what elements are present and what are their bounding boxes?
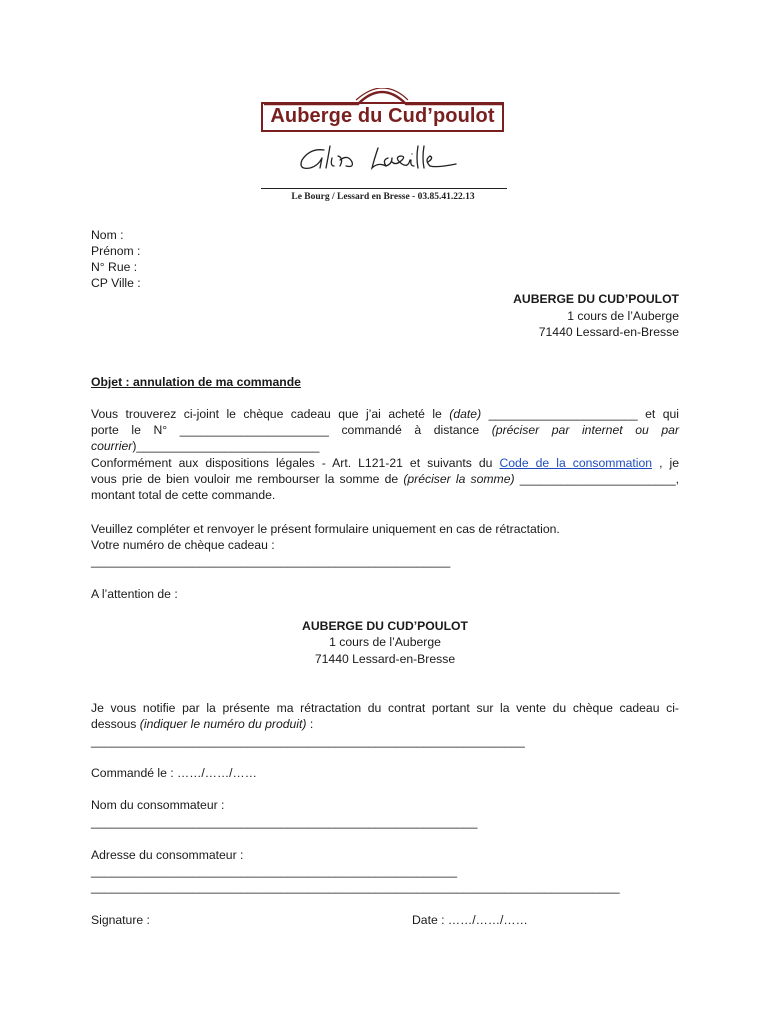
logo [258, 88, 510, 208]
p4-text-l2a: dessous [91, 717, 137, 732]
sender-ville: CP Ville : [91, 276, 141, 290]
p1-text-a: Vous trouverez ci-joint le chèque cadeau que j’ai acheté le [91, 407, 442, 421]
p2-text-l2a: vous prie de bien vouloir me rembourser la somme de [91, 472, 399, 487]
p1-hint-l2b: (préciser par internet ou par [491, 423, 679, 438]
p1-text-l3b: )___________________________ [132, 439, 320, 454]
paragraph-retractation [91, 700, 679, 732]
paragraph-cheque [91, 406, 679, 455]
adresse-line-2: ______________________________________________________________________________ [91, 880, 620, 894]
sender-nom: Nom : [91, 228, 124, 242]
handwritten-signature [296, 140, 466, 180]
paragraph-remboursement [91, 455, 679, 504]
p1-text-l2a: porte le N° ______________________ commandé à distance [91, 423, 480, 438]
p4-text-l2c: : [306, 717, 314, 732]
p1-date-hint: (date) [449, 407, 482, 421]
p3-instruction: Veuillez compléter et renvoyer le présent formulaire uniquement en cas de rétractation. [91, 522, 560, 536]
recipient-city: 71440 Lessard-en-Bresse [538, 325, 679, 339]
signature-label: Signature : [91, 913, 150, 927]
adresse-line-1: ______________________________________________________ [91, 864, 458, 878]
p2-text-b: , je [659, 456, 679, 470]
p1-text-c: ______________________ et qui [488, 407, 680, 421]
p2-hint-somme: (préciser la somme) [403, 472, 515, 487]
p2-text-a: Conformément aux dispositions légales - Art. L121-21 et suivants du [91, 456, 493, 470]
attention-label: A l’attention de : [91, 587, 178, 601]
date-label: Date : ……/……/…… [412, 913, 528, 927]
sender-prenom: Prénom : [91, 244, 141, 258]
p2-text-l2c: _______________________, [519, 472, 679, 487]
code-consommation-link[interactable]: Code de la consommation [499, 456, 653, 470]
logo-tagline: Le Bourg / Lessard en Bresse - 03.85.41.22.13 [291, 192, 475, 202]
logo-rule [261, 188, 507, 189]
center-recipient-street: 1 cours de l’Auberge [329, 635, 441, 649]
consommateur-line: _________________________________________________________ [91, 815, 478, 829]
logo-title: Auberge du Cud’poulot [270, 105, 495, 127]
p3-cheque-line: _____________________________________________________ [91, 554, 451, 568]
p2-text-l3: montant total de cette commande. [91, 488, 276, 503]
consommateur-label: Nom du consommateur : [91, 798, 225, 812]
p3-cheque-label: Votre numéro de chèque cadeau : [91, 538, 275, 552]
adresse-label: Adresse du consommateur : [91, 848, 244, 862]
p4-hint-produit: (indiquer le numéro du produit) [139, 717, 307, 732]
center-recipient-name: AUBERGE DU CUD’POULOT [302, 619, 468, 633]
recipient-street: 1 cours de l’Auberge [567, 309, 679, 323]
p4-product-line: ________________________________________________________________ [91, 734, 525, 748]
center-recipient-city: 71440 Lessard-en-Bresse [314, 652, 456, 666]
objet-title: Objet : annulation de ma commande [91, 375, 301, 389]
recipient-name: AUBERGE DU CUD’POULOT [513, 292, 679, 306]
p1-hint-courrier: courrier [91, 439, 133, 454]
commande-date: Commandé le : ……/……/…… [91, 766, 257, 780]
p4-text-l1: Je vous notifie par la présente ma rétractation du contrat portant sur la vente du chèque cadeau ci- [91, 701, 679, 715]
sender-rue: N° Rue : [91, 260, 138, 274]
